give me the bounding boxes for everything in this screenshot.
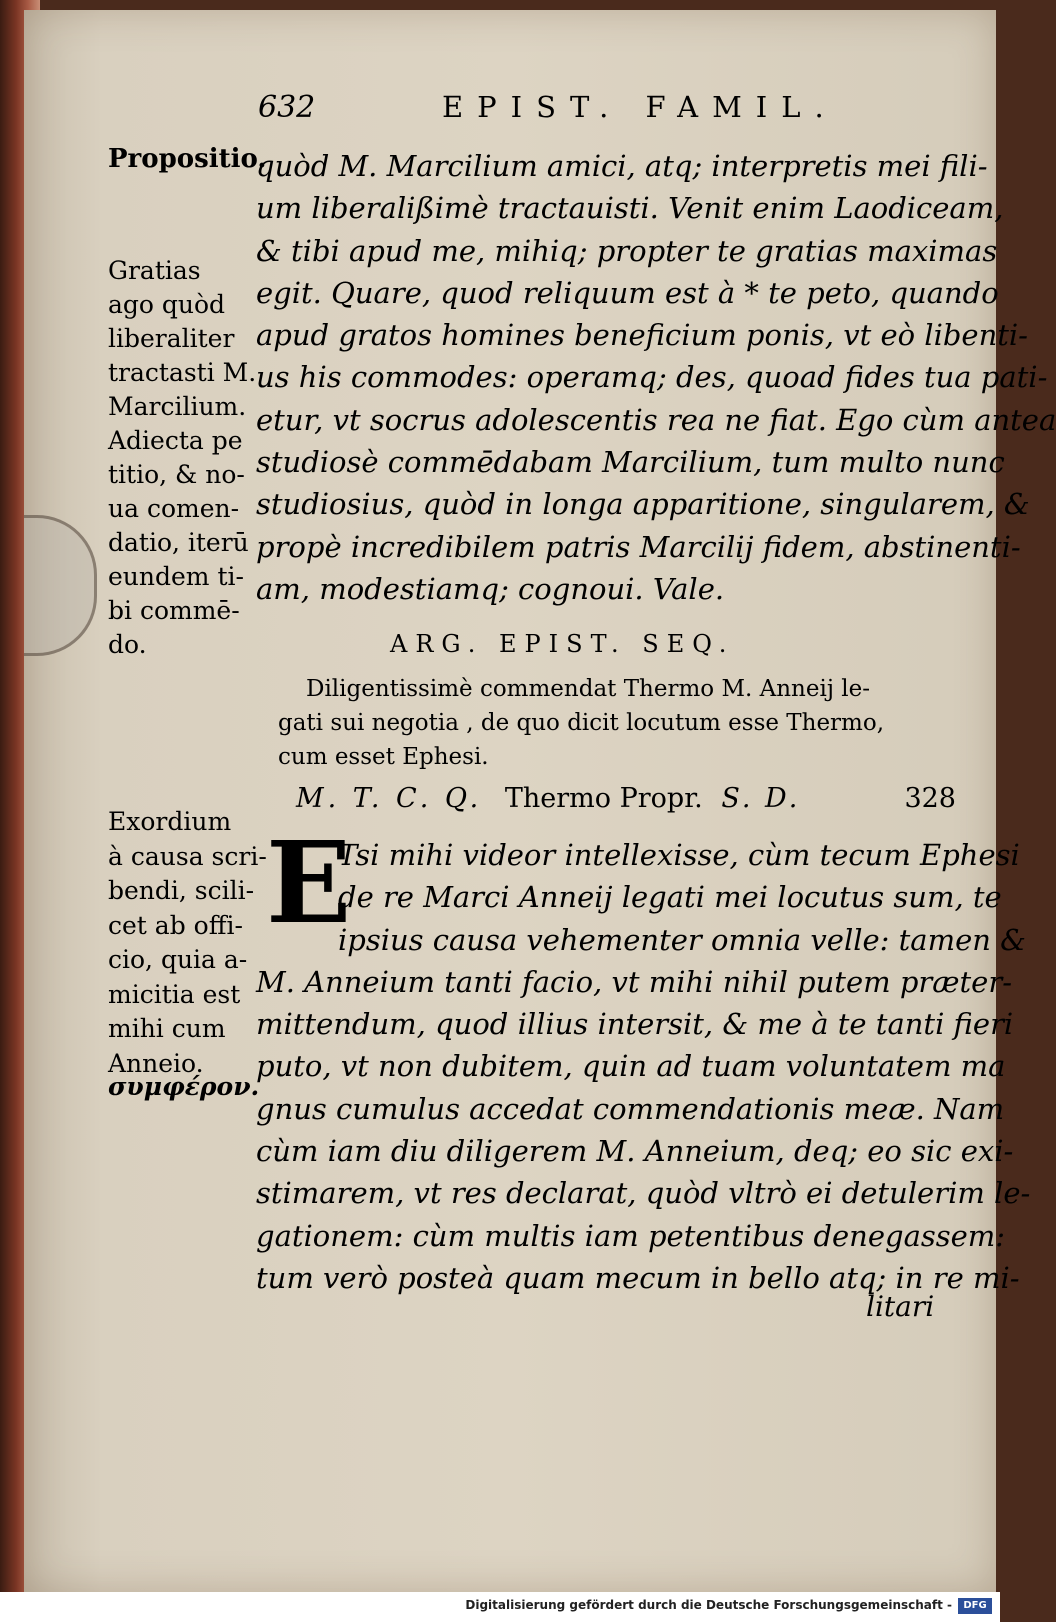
drop-cap: E — [266, 818, 352, 949]
margin-note-line: ua comen- — [108, 494, 240, 523]
margin-note-line: ago quòd — [108, 290, 226, 319]
margin-note-line: bendi, scili- — [108, 876, 255, 905]
margin-note-line: eundem ti- — [108, 562, 244, 591]
text-line: tum verò posteà quam mecum in bello atq; in re mi- — [256, 1260, 1020, 1295]
margin-note-line: Adiecta pe — [108, 426, 243, 455]
margin-note-line: do. — [108, 630, 147, 659]
margin-note-line: cio, quia a- — [108, 945, 248, 974]
text-line: Diligentissimè commendat Thermo M. Anneij le- — [306, 676, 870, 702]
margin-note-line: Anneio. — [108, 1048, 204, 1078]
text-line: M. Anneium tanti facio, vt mihi nihil putem præter- — [256, 964, 1012, 999]
margin-note-line: micitia est — [108, 979, 241, 1009]
text-line: studiosius, quòd in longa apparitione, singularem, & — [256, 487, 1030, 522]
text-line: Tsi mihi videor intellexisse, cùm tecum Ephesi — [338, 838, 1020, 872]
margin-note-gratias — [108, 254, 258, 662]
page-number: 632 — [258, 90, 316, 125]
text-line: etur, vt socrus adolescentis rea ne fiat. Ego cùm antea — [256, 402, 1056, 437]
salutation-prefix: M. T. C. Q. — [296, 783, 483, 814]
text-line: egit. Quare, quod reliquum est à * te peto, quando — [256, 275, 999, 310]
argument-text — [278, 672, 958, 774]
letter-number: 328 — [904, 783, 956, 814]
text-line: cùm iam diu diligerem M. Anneium, deq; eo sic exi- — [256, 1134, 1014, 1169]
footer-bar — [0, 1592, 1000, 1622]
text-line: gati sui negotia , de quo dicit locutum esse Thermo, — [278, 710, 885, 736]
margin-note-line: Gratias — [108, 256, 201, 285]
page-header — [258, 90, 858, 140]
margin-note-line: tractasti M. — [108, 358, 257, 387]
argument-title: ARG. EPIST. SEQ. — [390, 630, 735, 658]
page-clasp — [24, 515, 97, 656]
text-line: propè incredibilem patris Marcilij fidem, abstinenti- — [256, 529, 1021, 564]
salutation-suffix: S. D. — [721, 783, 801, 814]
letter-ending-text — [256, 145, 1056, 610]
margin-note-line: liberaliter — [108, 324, 235, 353]
margin-note-line: cet ab offi- — [108, 910, 243, 940]
margin-note-greek: συμφέρον. — [108, 1072, 260, 1101]
margin-note-line: bi commē- — [108, 596, 240, 625]
text-line: ipsius causa vehementer omnia velle: tamen & — [338, 922, 1026, 957]
text-line: quòd M. Marcilium amici, atq; interpretis mei fili- — [256, 149, 988, 183]
running-head: EPIST. FAMIL. — [442, 90, 838, 124]
text-line: um liberalißimè tractauisti. Venit enim Laodiceam, — [256, 191, 1004, 226]
margin-note-line: titio, & no- — [108, 460, 245, 489]
letter-body-text — [256, 818, 1031, 1299]
footer-credit: Digitalisierung gefördert durch die Deutsche Forschungsgemeinschaft - — [465, 1598, 952, 1612]
text-line: gationem: cùm multis iam petentibus denegassem: — [256, 1218, 1006, 1253]
margin-note-line: à causa scri- — [108, 841, 267, 871]
margin-note-line: mihi cum — [108, 1014, 226, 1043]
text-line: stimarem, vt res declarat, quòd vltrò ei detulerim le- — [256, 1176, 1031, 1211]
text-line: & tibi apud me, mihiq; propter te gratias maximas — [256, 233, 998, 268]
margin-note-line: datio, iterū — [108, 528, 249, 557]
dfg-logo-icon: DFG — [958, 1598, 992, 1614]
text-line: mittendum, quod illius intersit, & me à te tanti fieri — [256, 1007, 1014, 1042]
catchword: litari — [866, 1290, 935, 1323]
text-line: studiosè commēdabam Marcilium, tum multo nunc — [256, 445, 1005, 480]
text-line: us his commodes: operamq; des, quoad fides tua pati- — [256, 360, 1048, 395]
text-line: gnus cumulus accedat commendationis meæ. Nam — [256, 1091, 1005, 1126]
text-line: cum esset Ephesi. — [278, 744, 489, 770]
text-line: am, modestiamq; cognoui. Vale. — [256, 571, 725, 606]
text-line: puto, vt non dubitem, quin ad tuam voluntatem ma — [256, 1049, 1006, 1084]
margin-note-propositio: Propositio. — [108, 144, 267, 174]
margin-note-line: Marcilium. — [108, 392, 247, 421]
text-line: apud gratos homines beneficium ponis, vt eò libenti- — [256, 318, 1028, 353]
salutation-name: Thermo Propr. — [504, 783, 703, 814]
margin-note-line: Exordium — [108, 807, 232, 836]
text-line: de re Marci Anneij legati mei locutus sum, te — [338, 880, 1002, 915]
margin-note-exordium — [108, 805, 267, 1081]
salutation-line — [296, 783, 956, 814]
